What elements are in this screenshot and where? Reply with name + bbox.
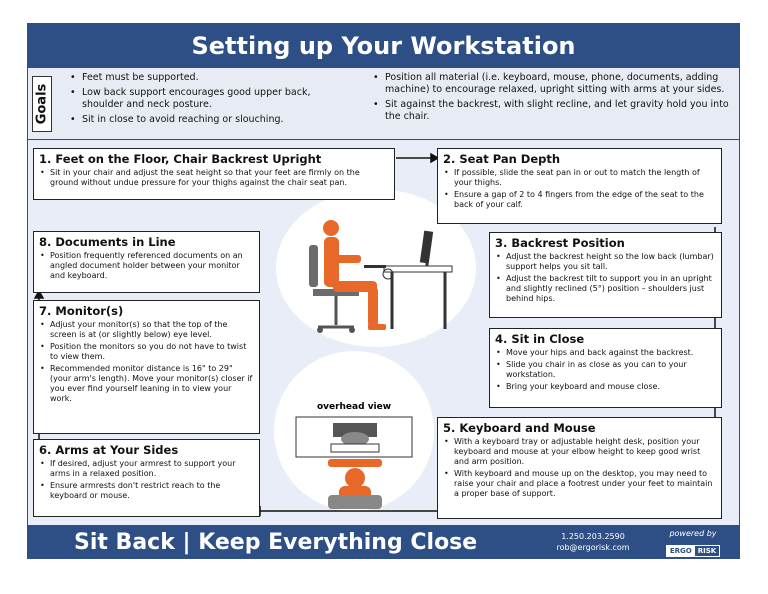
step-2-card xyxy=(437,148,722,224)
steps-board xyxy=(28,141,739,525)
page-title: Setting up Your Workstation xyxy=(28,24,739,68)
workstation-poster xyxy=(27,23,740,559)
goals-list-left xyxy=(68,72,348,129)
step-bullet: • Move your hips and back against the backrest. xyxy=(495,348,716,358)
ergorisk-logo xyxy=(666,545,720,557)
step-bullet: • If possible, slide the seat pan in or out to match the length of your thighs. xyxy=(443,168,716,188)
step-bullet: • Adjust the backrest height so the low back (lumbar) support helps you sit tall. xyxy=(495,252,716,272)
step-bullet: • Position the monitors so you do not have to twist to view them. xyxy=(39,342,254,362)
step-bullet: • With keyboard and mouse up on the desktop, you may need to raise your chair and place a footrest under your feet to maintain a proper base of support. xyxy=(443,469,716,499)
seated-worker-illustration xyxy=(309,220,452,333)
step-4-card xyxy=(489,328,722,408)
powered-by-label: powered by xyxy=(669,529,717,538)
goal-item: • Sit in close to avoid reaching or slouching. xyxy=(68,114,348,126)
goals-list-right xyxy=(371,72,733,126)
goals-section xyxy=(28,68,739,140)
step-bullet: • Slide you chair in as close as you can to your workstation. xyxy=(495,360,716,380)
goals-label-box xyxy=(32,76,52,132)
step-bullet: • Adjust the backrest tilt to support you in an upright and slightly reclined (5°) position – shoulders just behind hips. xyxy=(495,274,716,304)
step-5-card xyxy=(437,417,722,519)
step-bullet: • If desired, adjust your armrest to support your arms in a relaxed position. xyxy=(39,459,254,479)
logo-ergo: ERGO xyxy=(667,546,695,556)
step-7-card xyxy=(33,300,260,434)
overhead-worker-illustration xyxy=(296,417,412,509)
step-bullet: • Ensure armrests don't restrict reach to the keyboard or mouse. xyxy=(39,481,254,501)
step-bullet: • Ensure a gap of 2 to 4 fingers from the edge of the seat to the back of your calf. xyxy=(443,190,716,210)
step-title: 5. Keyboard and Mouse xyxy=(443,421,596,435)
step-bullet: • With a keyboard tray or adjustable height desk, position your keyboard and mouse at your elbow height to keep good wrist and arm position. xyxy=(443,437,716,467)
step-6-card xyxy=(33,439,260,517)
step-bullet: • Adjust your monitor(s) so that the top of the screen is at (or slightly below) eye level. xyxy=(39,320,254,340)
step-title: 7. Monitor(s) xyxy=(39,304,124,318)
step-title: 8. Documents in Line xyxy=(39,235,176,249)
step-bullet: • Recommended monitor distance is 16" to 29" (your arm's length). Move your monitor(s) closer if you ever find yourself leaning in to view your work. xyxy=(39,364,254,404)
step-8-card xyxy=(33,231,260,293)
step-bullet: • Sit in your chair and adjust the seat height so that your feet are firmly on the ground without undue pressure for your thighs against the chair seat pan. xyxy=(39,168,389,188)
goal-item: • Sit against the backrest, with slight recline, and let gravity hold you into the chair. xyxy=(371,99,733,123)
step-title: 6. Arms at Your Sides xyxy=(39,443,179,457)
step-bullet: • Bring your keyboard and mouse close. xyxy=(495,382,716,392)
goal-item: • Position all material (i.e. keyboard, mouse, phone, documents, adding machine) to encourage relaxed, upright sitting with arms at your sides. xyxy=(371,72,733,96)
contact-info xyxy=(548,531,638,553)
step-bullet: • Position frequently referenced documents on an angled document holder between your monitor and keyboard. xyxy=(39,251,254,281)
phone-number: 1.250.203.2590 xyxy=(561,532,625,541)
goal-item: • Low back support encourages good upper back, shoulder and neck posture. xyxy=(68,87,348,111)
step-3-card xyxy=(489,232,722,318)
goals-label: Goals xyxy=(34,83,50,125)
step-title: 4. Sit in Close xyxy=(495,332,585,346)
logo-risk: RISK xyxy=(697,547,717,555)
step-title: 3. Backrest Position xyxy=(495,236,625,250)
overhead-view-label: overhead view xyxy=(316,402,392,412)
email-link[interactable]: rob@ergorisk.com xyxy=(556,543,630,552)
powered-by xyxy=(650,529,736,557)
footer-bar xyxy=(28,525,739,559)
step-1-card xyxy=(33,148,395,200)
step-title: 2. Seat Pan Depth xyxy=(443,152,561,166)
tagline: Sit Back | Keep Everything Close xyxy=(74,530,478,555)
goal-item: • Feet must be supported. xyxy=(68,72,348,84)
step-title: 1. Feet on the Floor, Chair Backrest Upright xyxy=(39,152,322,166)
